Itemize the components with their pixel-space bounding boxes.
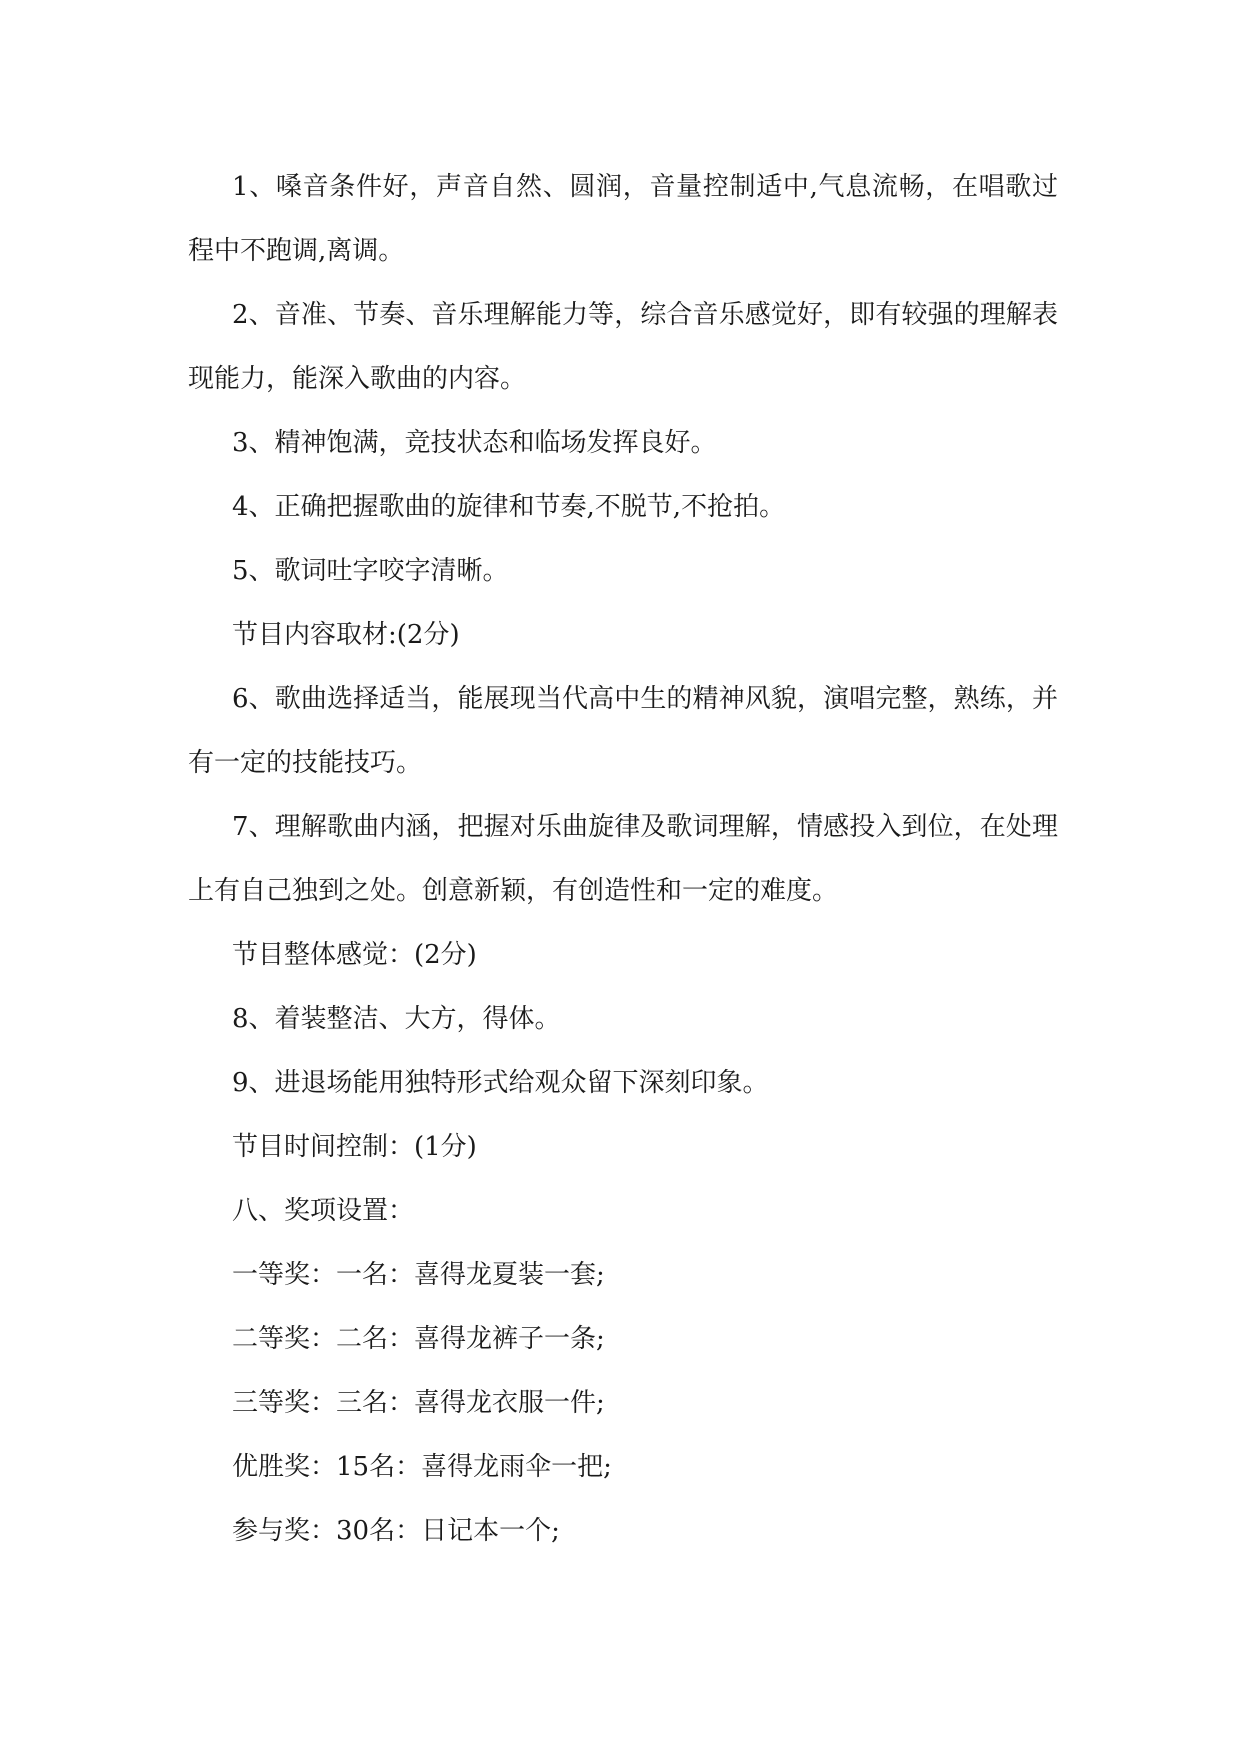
section-heading-overall: 节目整体感觉：(2分) (232, 940, 477, 970)
criterion-3: 3、精神饱满，竞技状态和临场发挥良好。 (232, 428, 717, 458)
award-first: 一等奖：一名：喜得龙夏装一套; (232, 1260, 605, 1290)
criterion-1: 1、嗓音条件好，声音自然、圆润，音量控制适中,气息流畅，在唱歌过程中不跑调,离调。 (188, 172, 1058, 266)
criterion-5: 5、歌词吐字咬字清晰。 (232, 556, 509, 586)
criterion-9: 9、进退场能用独特形式给观众留下深刻印象。 (232, 1068, 769, 1098)
section-heading-content: 节目内容取材:(2分) (232, 620, 460, 650)
criterion-6: 6、歌曲选择适当，能展现当代高中生的精神风貌，演唱完整，熟练，并有一定的技能技巧。 (188, 684, 1058, 778)
section-heading-time: 节目时间控制：(1分) (232, 1132, 477, 1162)
award-second: 二等奖：二名：喜得龙裤子一条; (232, 1324, 605, 1354)
section-heading-awards: 八、奖项设置： (232, 1196, 415, 1226)
criterion-4: 4、正确把握歌曲的旋律和节奏,不脱节,不抢拍。 (232, 492, 786, 522)
document-body (188, 155, 1058, 1563)
award-participation: 参与奖：30名：日记本一个; (232, 1516, 560, 1546)
criterion-2: 2、音准、节奏、音乐理解能力等，综合音乐感觉好，即有较强的理解表现能力，能深入歌曲的内容。 (188, 300, 1058, 394)
criterion-8: 8、着装整洁、大方，得体。 (232, 1004, 561, 1034)
award-third: 三等奖：三名：喜得龙衣服一件; (232, 1388, 605, 1418)
criterion-7: 7、理解歌曲内涵，把握对乐曲旋律及歌词理解，情感投入到位，在处理上有自己独到之处。创意新颖，有创造性和一定的难度。 (188, 812, 1058, 906)
award-excellence: 优胜奖：15名：喜得龙雨伞一把; (232, 1452, 612, 1482)
